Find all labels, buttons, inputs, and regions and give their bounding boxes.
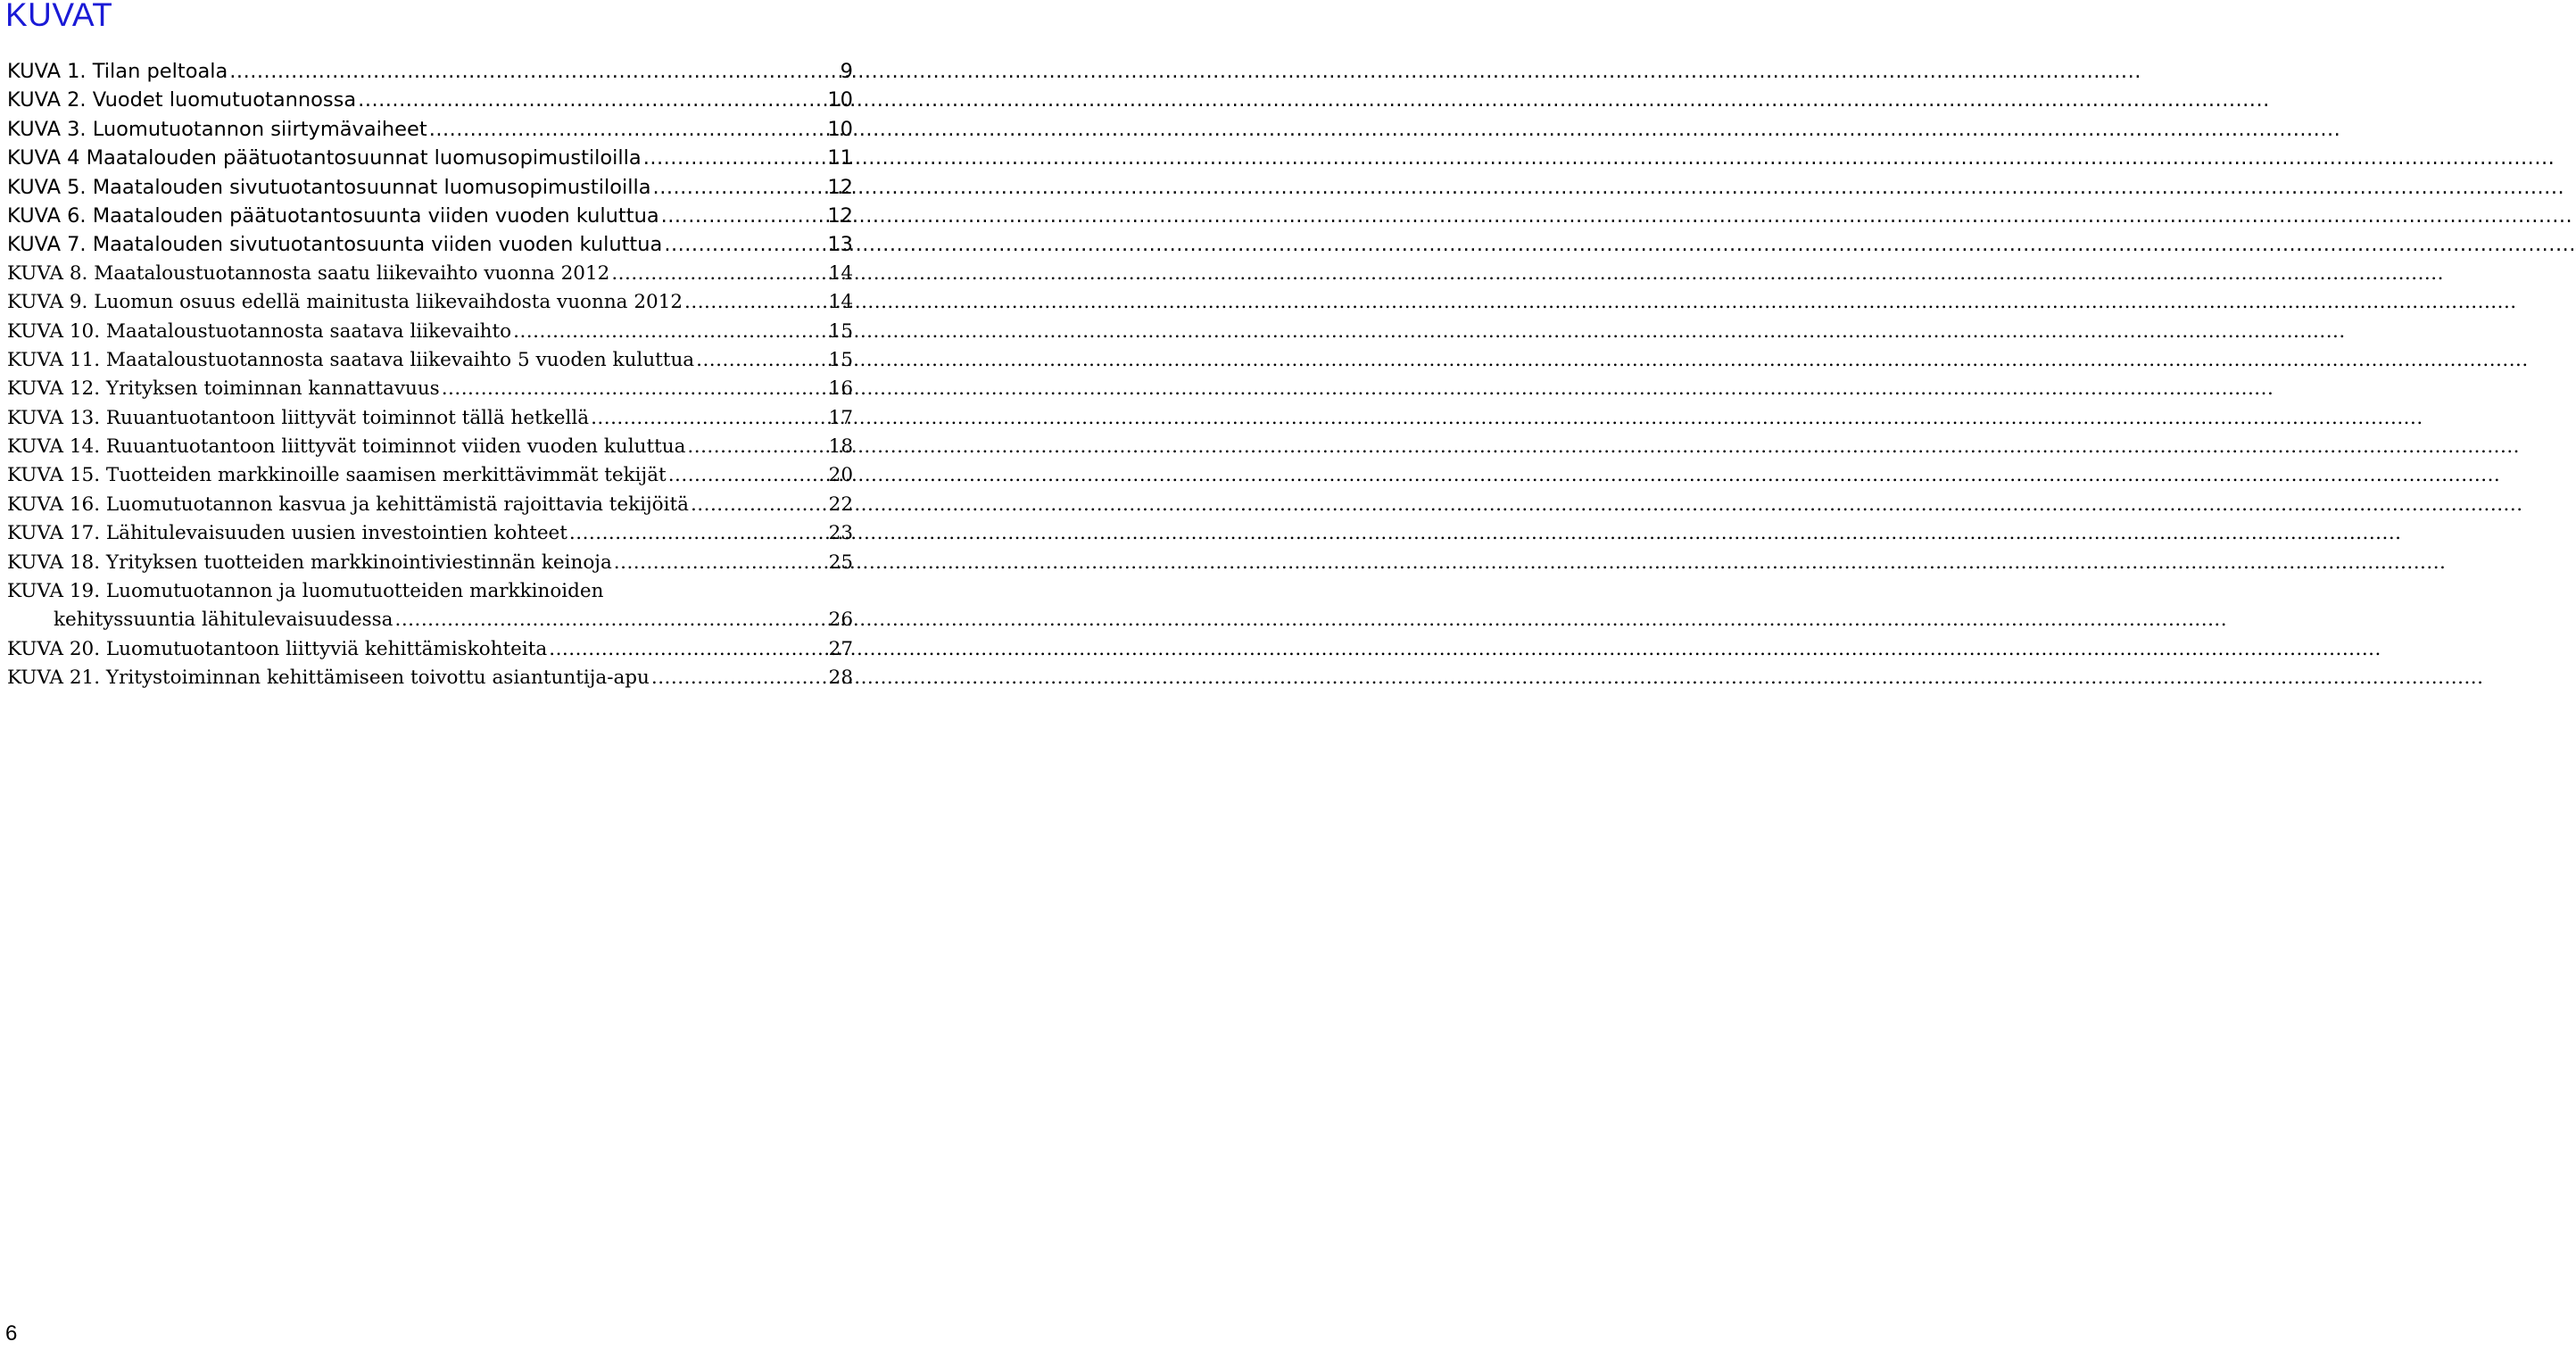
toc-entry-line: [7, 202, 853, 230]
toc-entry-title: KUVA 12. Yrityksen toiminnan kannattavuus: [7, 377, 440, 401]
toc-entry[interactable]: [7, 260, 853, 288]
dot-leader: [668, 461, 827, 490]
toc-entry[interactable]: [7, 549, 853, 577]
toc-entry-page: 27: [828, 637, 853, 660]
toc-entry-first-line: [7, 577, 853, 606]
toc-entry-title: KUVA 15. Tuotteiden markkinoille saamisen merkittävimmät tekijät: [7, 464, 667, 487]
dot-leader: [358, 86, 825, 114]
dot-leader: [687, 433, 826, 461]
toc-entry-page: 23: [828, 522, 853, 545]
toc-entry-line: [7, 549, 853, 577]
toc-entry-continuation-line: [7, 606, 853, 634]
toc-entry[interactable]: [7, 491, 853, 519]
toc-entry[interactable]: [7, 577, 853, 635]
toc-entry-line: [7, 173, 853, 202]
toc-entry-title: KUVA 18. Yrityksen tuotteiden markkinointiviestinnän keinoja: [7, 551, 612, 574]
dot-leader: [429, 115, 826, 144]
toc-entry[interactable]: [7, 288, 853, 317]
dot-leader: [229, 57, 838, 86]
toc-entry-line: [7, 115, 853, 144]
toc-entry[interactable]: [7, 664, 853, 692]
toc-entry[interactable]: [7, 173, 853, 202]
dot-leader: [394, 606, 826, 634]
toc-entry-page: 13: [827, 233, 853, 257]
toc-entry-page: 22: [828, 493, 853, 516]
dot-leader: [591, 404, 827, 433]
toc-entry[interactable]: [7, 519, 853, 548]
toc-entry-title: KUVA 3. Luomutuotannon siirtymävaiheet: [7, 117, 427, 141]
toc-entry-page: 20: [828, 464, 853, 487]
page-number: 6: [5, 1321, 18, 1346]
toc-entry[interactable]: [7, 57, 853, 86]
toc-entry-line: [7, 404, 853, 433]
toc-entry-page: 12: [827, 175, 853, 199]
toc-entry[interactable]: [7, 318, 853, 346]
toc-entry-title: KUVA 8. Maataloustuotannosta saatu liikevaihto vuonna 2012: [7, 261, 610, 285]
toc-entry-title-continuation: kehityssuuntia lähitulevaisuudessa: [54, 609, 393, 632]
toc-entry-title: KUVA 16. Luomutuotannon kasvua ja kehittämistä rajoittavia tekijöitä: [7, 493, 689, 516]
toc-entry-line: [7, 230, 853, 259]
toc-entry-line: [7, 144, 853, 172]
toc-entry-page: 11: [827, 146, 853, 170]
dot-leader: [549, 635, 826, 664]
toc-entry-line: [7, 260, 853, 288]
toc-entry-title: KUVA 7. Maatalouden sivutuotantosuunta viiden vuoden kuluttua: [7, 233, 663, 257]
toc-entry-line: [7, 57, 853, 86]
toc-entry[interactable]: [7, 375, 853, 403]
toc-entry-title: KUVA 20. Luomutuotantoon liittyviä kehittämiskohteita: [7, 637, 548, 660]
toc-entry-line: [7, 86, 853, 114]
toc-entry-page: 10: [827, 117, 853, 141]
toc-entry-page: 25: [828, 551, 853, 574]
dot-leader: [643, 144, 826, 172]
dot-leader: [614, 549, 827, 577]
toc-entry-title: KUVA 13. Ruuantuotantoon liittyvät toiminnot tällä hetkellä: [7, 406, 590, 429]
toc-entry-line: [7, 491, 853, 519]
figure-list: [7, 57, 853, 693]
toc-entry[interactable]: [7, 461, 853, 490]
dot-leader: [569, 519, 827, 548]
toc-entry-title: KUVA 21. Yritystoiminnan kehittämiseen toivottu asiantuntija-apu: [7, 667, 650, 690]
toc-entry[interactable]: [7, 115, 853, 144]
toc-entry-page: 17: [828, 406, 853, 429]
toc-entry[interactable]: [7, 433, 853, 461]
dot-leader: [651, 664, 827, 692]
page-heading: KUVAT: [5, 0, 113, 33]
toc-entry-title: KUVA 19. Luomutuotannon ja luomutuotteiden markkinoiden: [7, 580, 604, 603]
dot-leader: [442, 375, 827, 403]
toc-entry-page: 18: [828, 435, 853, 459]
toc-entry-page: 12: [827, 203, 853, 228]
toc-entry[interactable]: [7, 635, 853, 664]
toc-entry-title: KUVA 11. Maataloustuotannosta saatava liikevaihto 5 vuoden kuluttua: [7, 348, 695, 371]
toc-entry-title: KUVA 4 Maatalouden päätuotantosuunnat luomusopimustiloilla: [7, 146, 642, 170]
toc-entry-page: 28: [828, 667, 853, 690]
toc-entry-title: KUVA 1. Tilan peltoala: [7, 60, 228, 83]
toc-entry-page: 14: [828, 291, 853, 314]
dot-leader: [661, 202, 826, 230]
toc-entry-line: [7, 375, 853, 403]
toc-entry-page: 10: [827, 88, 853, 112]
toc-entry-page: 26: [828, 609, 853, 632]
toc-entry[interactable]: [7, 86, 853, 114]
toc-entry-page: 15: [828, 319, 853, 343]
toc-entry[interactable]: [7, 346, 853, 375]
toc-entry-title: KUVA 2. Vuodet luomutuotannossa: [7, 88, 357, 112]
toc-entry-line: [7, 635, 853, 664]
toc-entry-title: KUVA 5. Maatalouden sivutuotantosuunnat luomusopimustiloilla: [7, 175, 651, 199]
dot-leader: [513, 318, 827, 346]
dot-leader: [653, 173, 826, 202]
toc-entry-title: KUVA 17. Lähitulevaisuuden uusien investointien kohteet: [7, 522, 567, 545]
toc-entry-line: [7, 519, 853, 548]
dot-leader: [611, 260, 826, 288]
toc-entry-line: [7, 318, 853, 346]
toc-entry-line: [7, 346, 853, 375]
toc-entry[interactable]: [7, 144, 853, 172]
toc-entry-page: 9: [840, 60, 853, 83]
dot-leader: [696, 346, 827, 375]
dot-leader: [664, 230, 825, 259]
toc-entry-title: KUVA 9. Luomun osuus edellä mainitusta liikevaihdosta vuonna 2012: [7, 291, 683, 314]
toc-entry-page: 14: [828, 261, 853, 285]
toc-entry-page: 15: [828, 348, 853, 371]
dot-leader: [684, 288, 827, 317]
dot-leader: [691, 491, 827, 519]
toc-entry[interactable]: [7, 230, 853, 259]
toc-entry-line: [7, 461, 853, 490]
toc-entry-title: KUVA 6. Maatalouden päätuotantosuunta viiden vuoden kuluttua: [7, 203, 659, 228]
toc-entry-title: KUVA 14. Ruuantuotantoon liittyvät toiminnot viiden vuoden kuluttua: [7, 435, 686, 459]
toc-entry[interactable]: [7, 404, 853, 433]
toc-entry-line: [7, 664, 853, 692]
toc-entry-page: 16: [828, 377, 853, 401]
toc-entry-line: [7, 433, 853, 461]
toc-entry-title: KUVA 10. Maataloustuotannosta saatava liikevaihto: [7, 319, 512, 343]
toc-entry-line: [7, 288, 853, 317]
toc-entry[interactable]: [7, 202, 853, 230]
